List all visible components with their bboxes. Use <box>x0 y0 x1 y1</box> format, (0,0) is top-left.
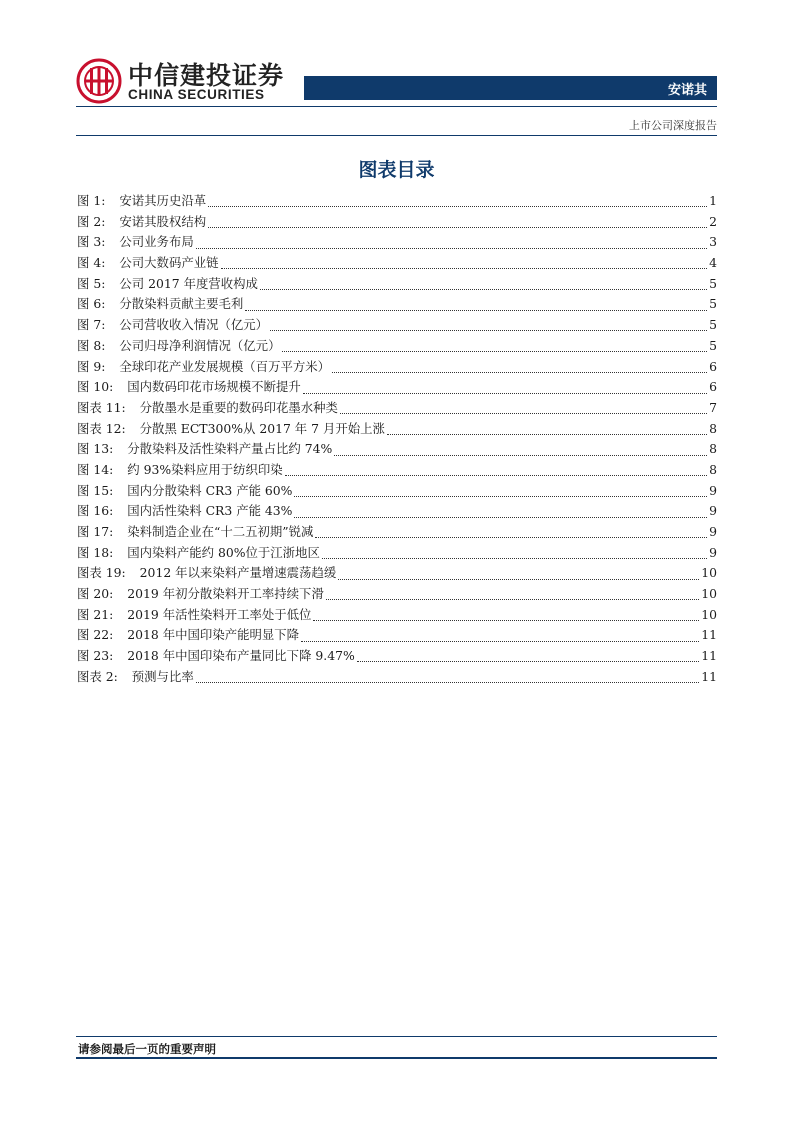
toc-entry[interactable] <box>77 419 717 440</box>
company-bar <box>304 76 717 100</box>
toc-entry-label: 图 22: <box>77 627 114 643</box>
toc-entry-label: 图 23: <box>77 648 114 664</box>
toc-entry-label: 图 16: <box>77 503 114 519</box>
toc-entry-page: 11 <box>701 627 717 643</box>
toc-entry-title: 分散染料贡献主要毛利 <box>119 296 244 312</box>
toc-entry-title: 约 93%染料应用于纺织印染 <box>127 461 283 477</box>
china-securities-logo-icon <box>76 58 122 104</box>
toc-entry[interactable] <box>77 212 717 233</box>
footer-divider <box>76 1036 717 1037</box>
toc-entry-title: 公司营收收入情况（亿元） <box>119 317 269 333</box>
toc-entry-page: 3 <box>709 234 717 250</box>
toc-entry-title: 国内数码印花市场规模不断提升 <box>127 379 301 395</box>
toc-entry[interactable] <box>77 274 717 295</box>
toc-entry-page: 10 <box>701 606 717 622</box>
toc-entry-page: 5 <box>709 317 717 333</box>
toc-entry-label: 图 3: <box>77 234 106 250</box>
toc-entry-page: 5 <box>709 296 717 312</box>
toc-entry-leader <box>294 495 707 497</box>
toc-entry-leader <box>334 454 707 456</box>
toc-entry-leader <box>387 433 707 435</box>
toc-entry-page: 9 <box>709 482 717 498</box>
toc-entry-page: 11 <box>701 648 717 664</box>
toc-entry-label: 图表 2: <box>77 668 118 684</box>
toc-entry-label: 图 5: <box>77 275 106 291</box>
toc-entry-page: 9 <box>709 544 717 560</box>
toc-entry-leader <box>326 598 699 600</box>
toc-entry[interactable] <box>77 460 717 481</box>
toc-entry-leader <box>303 392 707 394</box>
toc-entry-title: 2018 年中国印染产能明显下降 <box>127 627 300 643</box>
toc-entry-leader <box>270 329 707 331</box>
toc-entry-title: 公司归母净利润情况（亿元） <box>119 337 281 353</box>
toc-entry-page: 5 <box>709 337 717 353</box>
toc-entry-page: 7 <box>709 399 717 415</box>
toc-entry[interactable] <box>77 481 717 502</box>
toc-entry[interactable] <box>77 439 717 460</box>
toc-entry-title: 分散染料及活性染料产量占比约 74% <box>127 441 333 457</box>
toc-entry-page: 8 <box>709 461 717 477</box>
toc-entry-label: 图表 19: <box>77 565 126 581</box>
header-divider <box>76 106 717 107</box>
company-name: 安诺其 <box>667 83 707 98</box>
toc-entry-page: 5 <box>709 275 717 291</box>
toc-entry[interactable] <box>77 253 717 274</box>
toc-entry-page: 10 <box>701 565 717 581</box>
toc-entry-title: 染料制造企业在“十二五初期”锐减 <box>127 524 314 539</box>
toc-entry[interactable] <box>77 543 717 564</box>
toc-entry-leader <box>294 516 707 518</box>
toc-entry-page: 8 <box>709 420 717 436</box>
toc-entry[interactable] <box>77 357 717 378</box>
toc-entry-title: 安诺其股权结构 <box>119 213 207 229</box>
toc-entry-label: 图 4: <box>77 255 106 271</box>
toc-entry-leader <box>282 350 707 352</box>
toc-entry[interactable] <box>77 315 717 336</box>
toc-entry-title: 预测与比率 <box>131 668 194 684</box>
toc-entry[interactable] <box>77 501 717 522</box>
toc-entry-label: 图 1: <box>77 193 106 208</box>
toc-entry[interactable] <box>77 522 717 543</box>
toc-entry-leader <box>196 247 707 249</box>
toc-entry-leader <box>357 660 699 662</box>
toc-entry[interactable] <box>77 625 717 646</box>
toc-entry[interactable] <box>77 605 717 626</box>
toc-entry-title: 分散墨水是重要的数码印花墨水种类 <box>139 399 338 415</box>
toc-entry[interactable] <box>77 294 717 315</box>
toc-entry-page: 9 <box>709 524 717 539</box>
toc-entry[interactable] <box>77 584 717 605</box>
report-type: 上市公司深度报告 <box>629 119 717 132</box>
toc-entry-page: 6 <box>709 379 717 395</box>
toc-entry[interactable] <box>77 232 717 253</box>
toc-entry-page: 11 <box>701 668 717 684</box>
toc-entry-label: 图 14: <box>77 461 114 477</box>
toc-entry-label: 图表 12: <box>77 420 126 436</box>
brand-name-en: CHINA SECURITIES <box>128 87 265 102</box>
toc-entry-title: 国内活性染料 CR3 产能 43% <box>127 503 293 519</box>
toc-entry[interactable] <box>77 398 717 419</box>
toc-entry-title: 安诺其历史沿革 <box>119 193 207 208</box>
toc-title: 图表目录 <box>358 159 435 181</box>
toc-entry-title: 公司业务布局 <box>119 234 194 250</box>
toc-entry-leader <box>221 267 708 269</box>
header-divider-lower <box>76 135 717 136</box>
toc-entry-page: 9 <box>709 503 717 519</box>
toc-entry-title: 公司 2017 年度营收构成 <box>119 275 258 291</box>
toc-entry-title: 2018 年中国印染布产量同比下降 9.47% <box>127 648 355 664</box>
toc-entry-title: 公司大数码产业链 <box>119 255 219 271</box>
toc-entry-page: 1 <box>709 193 717 208</box>
toc-entry-page: 2 <box>709 213 717 229</box>
toc-entry-title: 国内染料产能约 80%位于江浙地区 <box>127 544 320 560</box>
toc-entry-title: 2012 年以来染料产量增速震荡趋缓 <box>139 565 337 581</box>
toc-entry-label: 图 20: <box>77 586 114 602</box>
toc-entry-label: 图 17: <box>77 524 114 539</box>
toc-entry-leader <box>332 371 707 373</box>
toc-entry-leader <box>208 226 707 228</box>
toc-entry-leader <box>338 578 699 580</box>
toc-list <box>77 191 717 688</box>
toc-entry-leader <box>208 205 707 207</box>
toc-entry-leader <box>196 681 699 683</box>
toc-entry-label: 图 21: <box>77 606 114 622</box>
page-header <box>0 0 793 132</box>
toc-entry-leader <box>285 474 707 476</box>
toc-entry-title: 国内分散染料 CR3 产能 60% <box>127 482 293 498</box>
toc-entry-title: 2019 年初分散染料开工率持续下滑 <box>127 586 324 602</box>
toc-entry-label: 图 13: <box>77 441 114 457</box>
toc-entry-leader <box>301 640 699 642</box>
toc-entry-label: 图 2: <box>77 213 106 229</box>
toc-entry-leader <box>313 619 699 621</box>
toc-entry-label: 图表 11: <box>77 399 126 415</box>
toc-entry-page: 10 <box>701 586 717 602</box>
toc-entry[interactable] <box>77 336 717 357</box>
toc-entry-leader <box>245 309 707 311</box>
toc-entry[interactable] <box>77 667 717 688</box>
toc-entry-leader <box>322 557 707 559</box>
toc-entry-leader <box>260 288 707 290</box>
toc-entry-title: 2019 年活性染料开工率处于低位 <box>127 606 312 622</box>
brand-name-cn: 中信建投证券 <box>128 61 285 90</box>
toc-entry-page: 4 <box>709 255 717 271</box>
toc-entry-title: 分散黑 ECT300%从 2017 年 7 月开始上涨 <box>139 420 385 436</box>
toc-entry[interactable] <box>77 377 717 398</box>
toc-entry-title: 全球印花产业发展规模（百万平方米） <box>119 358 331 374</box>
toc-entry[interactable] <box>77 563 717 584</box>
toc-entry-leader <box>315 536 707 538</box>
toc-entry-leader <box>340 412 707 414</box>
footer-divider-lower <box>76 1057 717 1059</box>
toc-entry-label: 图 15: <box>77 482 114 498</box>
toc-entry-label: 图 6: <box>77 296 106 312</box>
footer-disclaimer: 请参阅最后一页的重要声明 <box>78 1042 216 1056</box>
toc-entry-label: 图 10: <box>77 379 114 395</box>
toc-entry-page: 6 <box>709 358 717 374</box>
toc-entry-label: 图 18: <box>77 544 114 560</box>
toc-entry-label: 图 8: <box>77 337 106 353</box>
toc-entry[interactable] <box>77 191 717 212</box>
toc-entry-page: 8 <box>709 441 717 457</box>
toc-entry[interactable] <box>77 646 717 667</box>
toc-entry-label: 图 7: <box>77 317 106 333</box>
toc-entry-label: 图 9: <box>77 358 106 374</box>
